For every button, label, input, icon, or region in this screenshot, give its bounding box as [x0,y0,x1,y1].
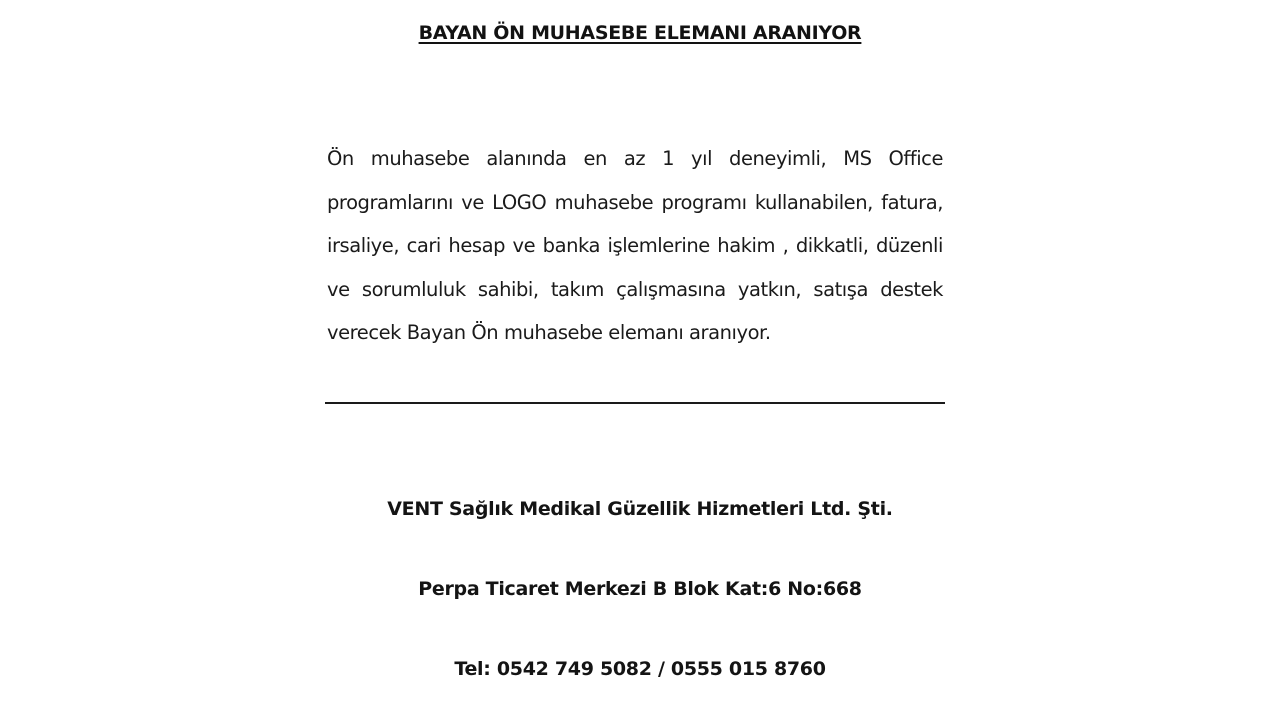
description-line: verecek Bayan Ön muhasebe elemanı aranıyor. [327,321,771,344]
contact-phone: Tel: 0542 749 5082 / 0555 015 8760 [454,658,826,680]
description-line: Ön muhasebe alanında en az 1 yıl deneyimli, MS Office [327,147,943,170]
company-name: VENT Sağlık Medikal Güzellik Hizmetleri Ltd. Şti. [387,498,893,520]
horizontal-divider [325,402,945,404]
description-line: irsaliye, cari hesap ve banka işlemlerine hakim , dikkatli, düzenli [327,234,943,257]
document-title: BAYAN ÖN MUHASEBE ELEMANI ARANIYOR [418,22,862,44]
job-description [327,142,943,360]
company-address: Perpa Ticaret Merkezi B Blok Kat:6 No:668 [418,578,862,600]
description-line: programlarını ve LOGO muhasebe programı kullanabilen, fatura, [327,190,943,214]
description-line: ve sorumluluk sahibi, takım çalışmasına yatkın, satışa destek [327,277,943,301]
